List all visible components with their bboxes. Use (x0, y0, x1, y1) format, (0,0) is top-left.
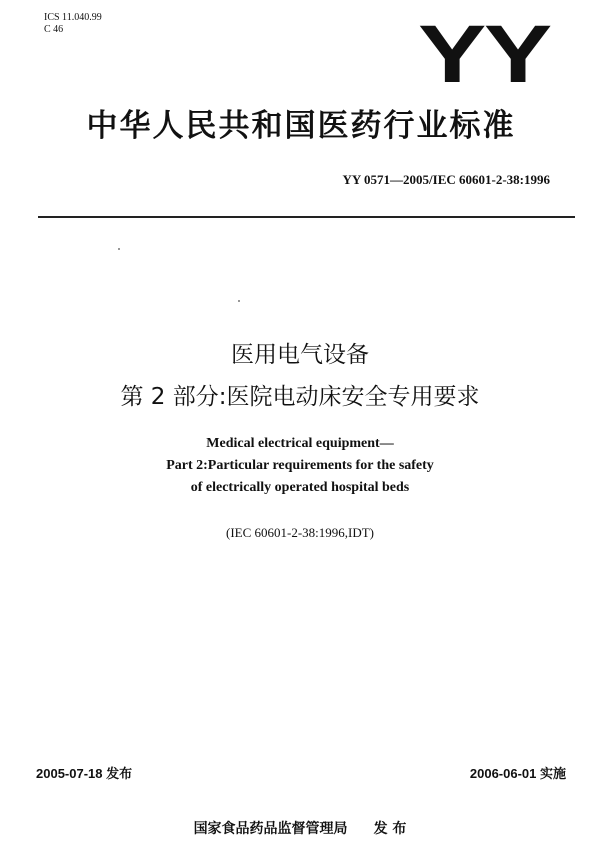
classification-codes (44, 12, 102, 36)
ccs-code: C 46 (44, 24, 64, 35)
standard-authority-title: 中华人民共和国医药行业标准 (86, 108, 516, 144)
issue-date: 2005-07-18 发布 (36, 766, 133, 781)
issuing-agency: 国家食品药品监督管理局 (193, 821, 348, 837)
yy-logo: YY (418, 9, 550, 100)
title-en-line-3: of electrically operated hospital beds (190, 480, 410, 495)
effective-date: 2006-06-01 实施 (469, 766, 566, 781)
title-en-line-2: Part 2:Particular requirements for the safety (166, 458, 434, 473)
scan-speck (118, 248, 120, 250)
standard-number: YY 0571—2005/IEC 60601-2-38:1996 (342, 172, 550, 187)
issue-action: 发 布 (373, 821, 407, 837)
title-cn-line-1: 医用电气设备 (231, 342, 369, 368)
issuer-line (0, 818, 600, 838)
title-cn-line-2: 第 2 部分:医院电动床安全专用要求 (120, 384, 480, 410)
scan-speck (238, 300, 240, 302)
title-en-line-1: Medical electrical equipment— (206, 436, 394, 451)
header-divider (38, 216, 575, 218)
ics-code: ICS 11.040.99 (44, 12, 102, 23)
iec-equivalence: (IEC 60601-2-38:1996,IDT) (225, 525, 375, 540)
